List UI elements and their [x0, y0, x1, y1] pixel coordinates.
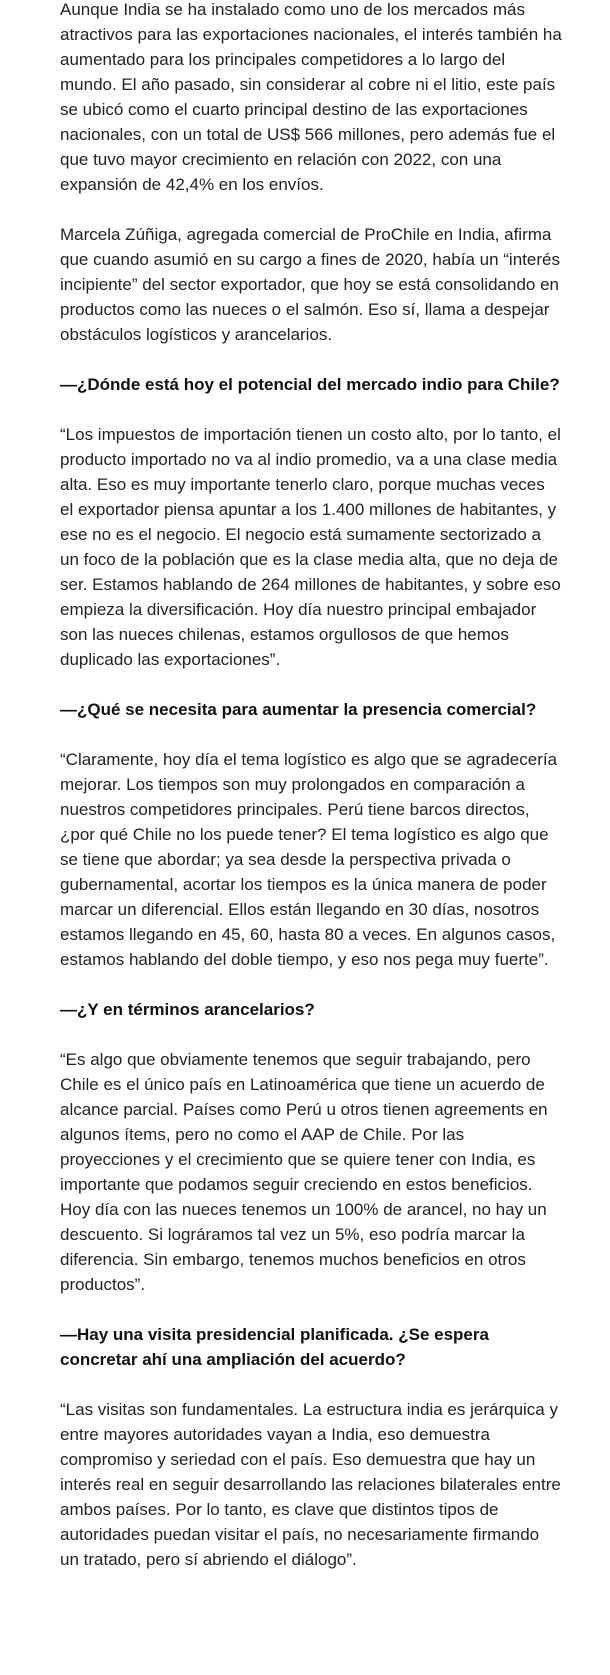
interview-answer: “Los impuestos de importación tienen un costo alto, por lo tanto, el producto importado no va al indio promedio, va a una clase media alta. Eso es muy importante tenerlo claro, porque muchas veces el exportador piensa apuntar a los 1.400 millones de habitantes, y ese no es el negocio. El negocio está sumamente sectorizado a un foco de la población que es la clase media alta, que no deja de ser. Estamos hablando de 264 millones de habitantes, y sobre eso empieza la diversificación. Hoy día nuestro principal embajador son las nueces chilenas, estamos orgullosos de que hemos duplicado las exportaciones”. — [60, 425, 561, 669]
interview-question: —¿Dónde está hoy el potencial del mercado indio para Chile? — [60, 375, 560, 394]
interview-answer: “Claramente, hoy día el tema logístico es algo que se agradecería mejorar. Los tiempos son muy prolongados en comparación a nuestros competidores principales. Perú tiene barcos directos, ¿por qué Chile no los puede tener? El tema logístico es algo que se tiene que abordar; ya sea desde la perspectiva privada o gubernamental, acortar los tiempos es la única manera de poder marcar un diferencial. Ellos están llegando en 30 días, nosotros estamos llegando en 45, 60, hasta 80 a veces. En algunos casos, estamos hablando del doble tiempo, y eso nos pega muy fuerte”. — [60, 750, 558, 969]
interview-answer: “Es algo que obviamente tenemos que seguir trabajando, pero Chile es el único país en Latinoamérica que tiene un acuerdo de alcance parcial. Países como Perú u otros tienen agreements en algunos ítems, pero no como el AAP de Chile. Por las proyecciones y el crecimiento que se quiere tener con India, es importante que podamos seguir creciendo en estos beneficios. Hoy día con las nueces tenemos un 100% de arancel, no hay un descuento. Si lográramos tal vez un 5%, eso podría marcar la diferencia. Sin embargo, tenemos muchos beneficios en otros productos”. — [60, 1050, 548, 1294]
context-paragraph: Marcela Zúñiga, agregada comercial de ProChile en India, afirma que cuando asumió en su cargo a fines de 2020, había un “interés incipiente” del sector exportador, que hoy se está consolidando en productos como las nueces o el salmón. Eso sí, llama a despejar obstáculos logísticos y arancelarios. — [60, 225, 560, 344]
intro-paragraph: Aunque India se ha instalado como uno de los mercados más atractivos para las exportaciones nacionales, el interés también ha aumentado para los principales competidores a lo largo del mundo. El año pasado, sin considerar al cobre ni el litio, este país se ubicó como el cuarto principal destino de las exportaciones nacionales, con un total de US$ 566 millones, pero además fue el que tuvo mayor crecimiento en relación con 2022, con una expansión de 42,4% en los envíos. — [60, 0, 562, 194]
interview-question: —Hay una visita presidencial planificada. ¿Se espera concretar ahí una ampliación del acuerdo? — [60, 1325, 489, 1369]
interview-question: —¿Y en términos arancelarios? — [60, 1000, 315, 1019]
interview-question: —¿Qué se necesita para aumentar la presencia comercial? — [60, 700, 537, 719]
interview-answer: “Las visitas son fundamentales. La estructura india es jerárquica y entre mayores autoridades vayan a India, eso demuestra compromiso y seriedad con el país. Eso demuestra que hay un interés real en seguir desarrollando las relaciones bilaterales entre ambos países. Por lo tanto, es clave que distintos tipos de autoridades puedan visitar el país, no necesariamente firmando un tratado, pero sí abriendo el diálogo”. — [60, 1400, 561, 1569]
article-body — [60, 0, 562, 1597]
